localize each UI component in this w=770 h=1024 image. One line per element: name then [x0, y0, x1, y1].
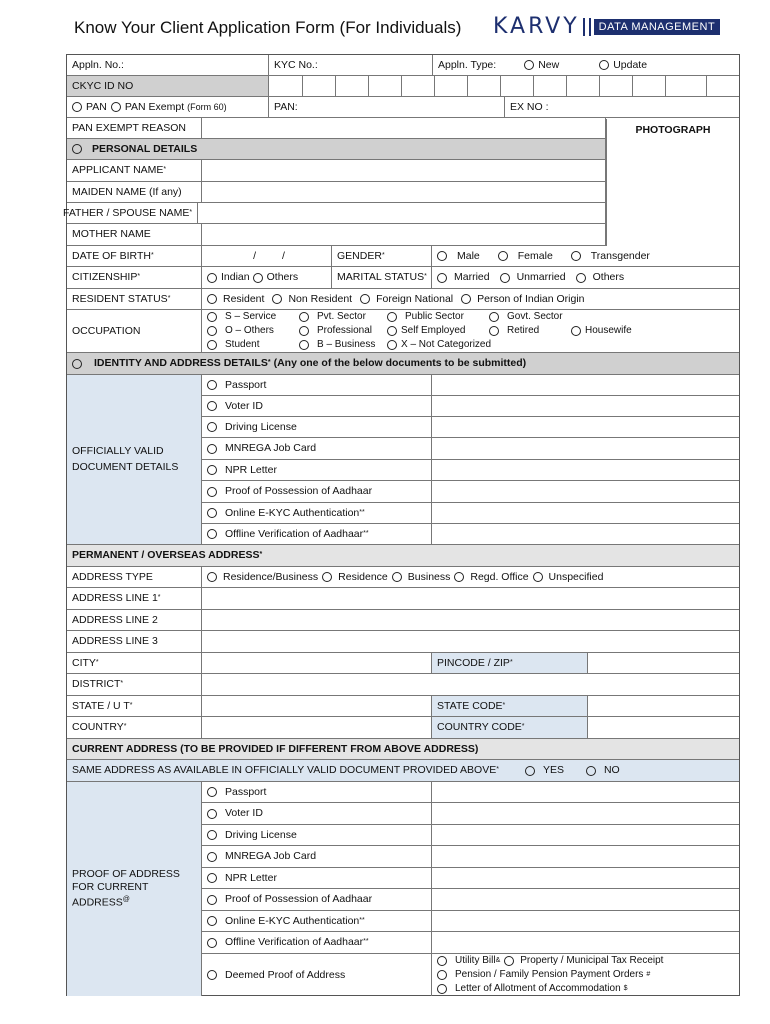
- form-title: Know Your Client Application Form (For Individuals): [74, 18, 462, 37]
- occ-public-radio[interactable]: [387, 312, 397, 322]
- pincode-input[interactable]: [588, 653, 739, 673]
- row-address-type: [67, 567, 739, 588]
- female-radio[interactable]: [498, 251, 508, 261]
- resident-status-group: Resident Non Resident Foreign National Person of Indian Origin: [202, 289, 739, 309]
- utility-bill-radio[interactable]: [437, 956, 447, 966]
- country-code-label: COUNTRY CODE *: [432, 717, 588, 738]
- poa-aadhaar-possession-radio[interactable]: [207, 895, 217, 905]
- citizenship-label: CITIZENSHIP *: [67, 267, 202, 288]
- occ-not-categorized-radio[interactable]: [387, 340, 397, 350]
- current-address-heading: CURRENT ADDRESS (TO BE PROVIDED IF DIFFERENT FROM ABOVE ADDRESS): [67, 739, 739, 760]
- doc-offline-aadhaar-radio[interactable]: [207, 529, 217, 539]
- doc-npr-input[interactable]: [432, 460, 739, 480]
- row-pan: [67, 97, 739, 118]
- identity-radio[interactable]: [72, 359, 82, 369]
- doc-mnrega-radio[interactable]: [207, 444, 217, 454]
- occupation-group: S – Service Pvt. Sector Public Sector Govt. Sector O – Others Professional Self Employed Retired Housewife Student B – Business X – Not Categorized: [202, 310, 739, 352]
- ovd-label: OFFICIALLY VALID DOCUMENT DETAILS: [67, 375, 202, 545]
- ovd-row: Voter ID: [202, 396, 739, 417]
- poa-ekyc-radio[interactable]: [207, 916, 217, 926]
- doc-voter-radio[interactable]: [207, 401, 217, 411]
- row-city: [67, 653, 739, 674]
- personal-details-radio[interactable]: [72, 144, 82, 154]
- marital-others-radio[interactable]: [576, 273, 586, 283]
- ovd-row: Offline Verification of Aadhaar **: [202, 524, 739, 545]
- country-label: COUNTRY *: [67, 717, 202, 738]
- deemed-options: Utility Bill & Property / Municipal Tax Receipt Pension / Family Pension Payment Orders # Letter of Allotment of Accommodation $: [432, 954, 739, 996]
- gender-group: Male Female Transgender: [432, 246, 739, 266]
- ckyc-label: CKYC ID NO: [67, 76, 269, 96]
- form60-label: (Form 60): [187, 101, 227, 112]
- address-line1-input[interactable]: [202, 588, 739, 609]
- city-label: CITY *: [67, 653, 202, 673]
- state-label: STATE / U T *: [67, 696, 202, 716]
- appln-type-label: Appln. Type:: [438, 58, 497, 71]
- poa-deemed-radio[interactable]: [207, 970, 217, 980]
- state-code-label: STATE CODE *: [432, 696, 588, 716]
- row-father: [63, 203, 606, 224]
- ex-no-field[interactable]: EX NO :: [510, 100, 549, 113]
- poa-passport-input[interactable]: [432, 782, 739, 802]
- occ-housewife-radio[interactable]: [571, 326, 581, 336]
- non-resident-radio[interactable]: [272, 294, 282, 304]
- transgender-radio[interactable]: [571, 251, 581, 261]
- row-address-line3: [67, 631, 739, 653]
- new-radio[interactable]: [524, 60, 534, 70]
- country-code-input[interactable]: [588, 717, 739, 738]
- father-spouse-name-label: FATHER / SPOUSE NAME *: [63, 203, 198, 223]
- row-district: [67, 674, 739, 696]
- personal-details-heading: [67, 139, 606, 160]
- addr-unspecified-radio[interactable]: [533, 572, 543, 582]
- addr-residence-radio[interactable]: [322, 572, 332, 582]
- indian-radio[interactable]: [207, 273, 217, 283]
- poa-row: Passport: [202, 782, 739, 803]
- allotment-radio[interactable]: [437, 984, 447, 994]
- address-line3-label: ADDRESS LINE 3: [67, 631, 202, 652]
- pan-exempt-label: PAN Exempt: [124, 100, 185, 113]
- occ-business-radio[interactable]: [299, 340, 309, 350]
- pan-type-group: [67, 97, 269, 117]
- country-input[interactable]: [202, 717, 432, 738]
- permanent-address-heading: PERMANENT / OVERSEAS ADDRESS *: [67, 545, 739, 567]
- poa-row: Offline Verification of Aadhaar **: [202, 932, 739, 954]
- poa-row: Proof of Possession of Aadhaar: [202, 889, 739, 911]
- doc-passport-radio[interactable]: [207, 380, 217, 390]
- same-no-radio[interactable]: [586, 766, 596, 776]
- poa-row: Online E-KYC Authentication **: [202, 911, 739, 932]
- marital-group: Married Unmarried Others: [432, 267, 739, 288]
- unmarried-radio[interactable]: [500, 273, 510, 283]
- ovd-row: Driving License: [202, 417, 739, 438]
- district-label: DISTRICT *: [67, 674, 202, 695]
- ovd-row: Proof of Possession of Aadhaar: [202, 481, 739, 503]
- poa-ekyc-input[interactable]: [432, 911, 739, 931]
- poa-row: Voter ID: [202, 803, 739, 825]
- poa-offline-aadhaar-input[interactable]: [432, 932, 739, 953]
- poa-voter-input[interactable]: [432, 803, 739, 824]
- appln-no-label: Appln. No.:: [67, 55, 269, 75]
- same-address-label: SAME ADDRESS AS AVAILABLE IN OFFICIALLY VALID DOCUMENT PROVIDED ABOVE: [72, 764, 497, 777]
- occ-retired-radio[interactable]: [489, 326, 499, 336]
- doc-npr-radio[interactable]: [207, 465, 217, 475]
- doc-driving-input[interactable]: [432, 417, 739, 437]
- row-citizenship: [67, 267, 739, 289]
- occ-pvt-radio[interactable]: [299, 312, 309, 322]
- address-line1-label: ADDRESS LINE 1 *: [67, 588, 202, 609]
- new-label: New: [538, 58, 560, 71]
- maiden-name-input[interactable]: [202, 182, 606, 202]
- pan-exempt-reason-input[interactable]: [202, 118, 606, 138]
- row-resident-status: [67, 289, 739, 310]
- same-yes-radio[interactable]: [525, 766, 535, 776]
- occupation-label: OCCUPATION: [67, 310, 202, 352]
- mother-name-input[interactable]: [202, 224, 606, 245]
- row-address-line2: [67, 610, 739, 631]
- identity-heading: IDENTITY AND ADDRESS DETAILS * (Any one of the below documents to be submitted): [67, 353, 739, 375]
- poa-npr-radio[interactable]: [207, 873, 217, 883]
- karvy-logo: [493, 14, 720, 39]
- maiden-name-label: MAIDEN NAME (If any): [67, 182, 202, 202]
- pan-field[interactable]: PAN:: [269, 97, 505, 117]
- doc-ekyc-radio[interactable]: [207, 508, 217, 518]
- addr-res-business-radio[interactable]: [207, 572, 217, 582]
- poa-mnrega-radio[interactable]: [207, 852, 217, 862]
- row-appln: [67, 55, 739, 76]
- kyc-no-label: KYC No.:: [269, 55, 433, 75]
- pio-radio[interactable]: [461, 294, 471, 304]
- dob-input[interactable]: / /: [202, 246, 332, 266]
- ovd-row: NPR Letter: [202, 460, 739, 481]
- district-input[interactable]: [202, 674, 739, 695]
- doc-ekyc-input[interactable]: [432, 503, 739, 523]
- pincode-label: PINCODE / ZIP *: [432, 653, 588, 673]
- occ-self-employed-radio[interactable]: [387, 326, 397, 336]
- poa-aadhaar-possession-input[interactable]: [432, 889, 739, 910]
- poa-row: NPR Letter: [202, 868, 739, 889]
- photograph-box[interactable]: [606, 119, 739, 246]
- poa-driving-input[interactable]: [432, 825, 739, 845]
- poa-deemed-row: Deemed Proof of Address Utility Bill & Property / Municipal Tax Receipt Pension / Family Pension Payment Orders # Letter of Allotment of Accommodation $: [202, 954, 739, 996]
- doc-passport-input[interactable]: [432, 375, 739, 395]
- foreign-national-radio[interactable]: [360, 294, 370, 304]
- occ-professional-radio[interactable]: [299, 326, 309, 336]
- applicant-name-label: APPLICANT NAME *: [67, 160, 202, 181]
- resident-status-label: RESIDENT STATUS *: [67, 289, 202, 309]
- resident-radio[interactable]: [207, 294, 217, 304]
- address-type-group: Residence/Business Residence Business Regd. Office Unspecified: [202, 567, 739, 587]
- personal-details-title: PERSONAL DETAILS: [92, 142, 198, 155]
- state-input[interactable]: [202, 696, 432, 716]
- address-line3-input[interactable]: [202, 631, 739, 652]
- occ-others-radio[interactable]: [207, 326, 217, 336]
- poa-passport-radio[interactable]: [207, 787, 217, 797]
- address-line2-input[interactable]: [202, 610, 739, 630]
- pension-radio[interactable]: [437, 970, 447, 980]
- doc-aadhaar-possession-input[interactable]: [432, 481, 739, 502]
- pan-option-label: PAN: [86, 100, 107, 113]
- kyc-form: [63, 54, 740, 996]
- poa-npr-input[interactable]: [432, 868, 739, 888]
- citizenship-others-radio[interactable]: [253, 273, 263, 283]
- logo-text: KARVY: [493, 14, 580, 39]
- address-line2-label: ADDRESS LINE 2: [67, 610, 202, 630]
- married-radio[interactable]: [437, 273, 447, 283]
- male-radio[interactable]: [437, 251, 447, 261]
- poa-offline-aadhaar-radio[interactable]: [207, 938, 217, 948]
- doc-aadhaar-possession-radio[interactable]: [207, 487, 217, 497]
- city-input[interactable]: [202, 653, 432, 673]
- row-country: [67, 717, 739, 739]
- poa-row: MNREGA Job Card: [202, 846, 739, 868]
- mother-name-label: MOTHER NAME: [67, 224, 202, 245]
- occ-govt-radio[interactable]: [489, 312, 499, 322]
- occ-service-radio[interactable]: [207, 312, 217, 322]
- addr-regd-office-radio[interactable]: [454, 572, 464, 582]
- row-occupation: [67, 310, 739, 353]
- pan-radio[interactable]: [72, 102, 82, 112]
- pan-exempt-radio[interactable]: [111, 102, 121, 112]
- ckyc-input[interactable]: [269, 76, 739, 96]
- applicant-name-input[interactable]: [202, 160, 606, 181]
- state-code-input[interactable]: [588, 696, 739, 716]
- citizenship-group: Indian Others: [202, 267, 332, 288]
- occ-student-radio[interactable]: [207, 340, 217, 350]
- logo-subtext: DATA MANAGEMENT: [594, 19, 721, 35]
- row-maiden: [67, 182, 606, 203]
- dob-label: DATE OF BIRTH *: [67, 246, 202, 266]
- doc-voter-input[interactable]: [432, 396, 739, 416]
- doc-driving-radio[interactable]: [207, 422, 217, 432]
- poa-driving-radio[interactable]: [207, 830, 217, 840]
- gender-label: GENDER *: [332, 246, 432, 266]
- ovd-row: MNREGA Job Card: [202, 438, 739, 460]
- row-same-address: [67, 760, 739, 782]
- logo-bars-icon: [583, 18, 591, 36]
- poa-mnrega-input[interactable]: [432, 846, 739, 867]
- row-address-line1: [67, 588, 739, 610]
- same-address-group: SAME ADDRESS AS AVAILABLE IN OFFICIALLY VALID DOCUMENT PROVIDED ABOVE * YES NO: [72, 764, 620, 777]
- update-radio[interactable]: [599, 60, 609, 70]
- addr-business-radio[interactable]: [392, 572, 402, 582]
- doc-offline-aadhaar-input[interactable]: [432, 524, 739, 544]
- pan-exempt-reason-label: PAN EXEMPT REASON: [67, 118, 202, 138]
- poa-row: Driving License: [202, 825, 739, 846]
- ovd-row: Online E-KYC Authentication **: [202, 503, 739, 524]
- update-label: Update: [613, 58, 648, 71]
- poa-voter-radio[interactable]: [207, 809, 217, 819]
- photograph-label: PHOTOGRAPH: [635, 124, 711, 136]
- row-ckyc: [67, 76, 739, 97]
- row-applicant: [67, 160, 606, 182]
- doc-mnrega-input[interactable]: [432, 438, 739, 459]
- appln-type-group: [433, 55, 739, 75]
- ovd-row: Passport: [202, 375, 739, 396]
- address-type-label: ADDRESS TYPE: [67, 567, 202, 587]
- row-state: [67, 696, 739, 717]
- father-spouse-name-input[interactable]: [202, 203, 606, 223]
- property-tax-radio[interactable]: [504, 956, 514, 966]
- marital-status-label: MARITAL STATUS *: [332, 267, 432, 288]
- row-dob: [67, 246, 739, 267]
- proof-of-address-label: PROOF OF ADDRESS FOR CURRENT ADDRESS@: [67, 782, 202, 996]
